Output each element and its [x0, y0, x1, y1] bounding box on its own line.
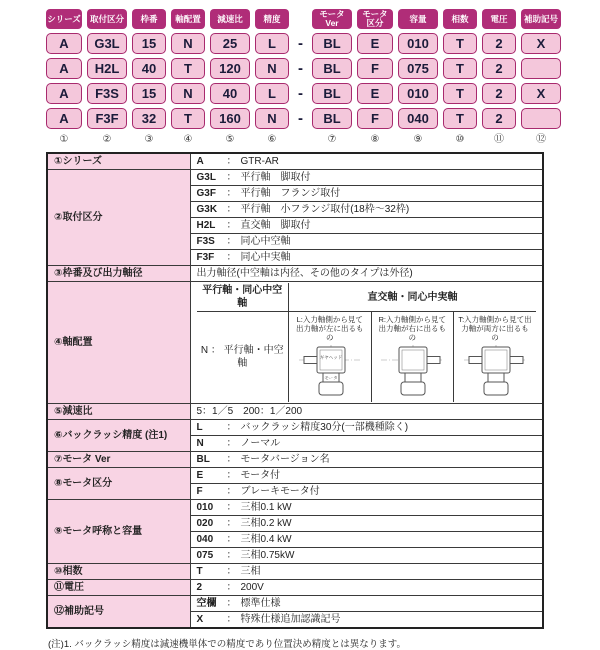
- legend-value: [190, 548, 543, 564]
- code-cell-phases: T: [443, 58, 477, 79]
- legend-value: [190, 436, 543, 452]
- legend-code: 040: [196, 534, 214, 545]
- legend-value: [190, 564, 543, 580]
- legend-value: [190, 596, 543, 612]
- legend-code: F3S: [196, 236, 215, 247]
- legend-label: ①シリーズ: [47, 153, 190, 170]
- legend-label: ②取付区分: [47, 170, 190, 266]
- legend-colon: ：: [226, 204, 237, 215]
- legend-colon: ：: [226, 598, 237, 609]
- legend-label: ③枠番及び出力軸径: [47, 266, 190, 282]
- column-badge-voltage: [482, 9, 516, 29]
- legend-desc: 200V: [240, 582, 264, 593]
- code-cell-accuracy: L: [255, 33, 289, 54]
- circled-number: ⑩: [455, 134, 465, 145]
- code-cell-accuracy: N: [255, 58, 289, 79]
- circled-number: ④: [183, 134, 193, 145]
- code-cell-motor-class: E: [357, 83, 393, 104]
- code-cell-voltage: 2: [482, 58, 516, 79]
- badge-label: 精度: [263, 13, 281, 24]
- code-cell-frame-number: 15: [132, 83, 166, 104]
- badge-label: モータ: [362, 9, 388, 19]
- code-hyphen: -: [298, 35, 303, 52]
- header-gap: [294, 9, 307, 29]
- legend-value: 5：1／5 200：1／200: [190, 404, 543, 420]
- legend-value: [190, 484, 543, 500]
- legend-value: [190, 612, 543, 629]
- circled-number: ①: [59, 134, 69, 145]
- badge-label: Ver: [325, 18, 339, 28]
- legend-label: ④軸配置: [47, 282, 190, 404]
- legend-code: 空欄: [196, 598, 217, 609]
- badge-label: 軸配置: [175, 13, 201, 24]
- legend-colon: ：: [226, 188, 237, 199]
- legend-value: [190, 202, 543, 218]
- axis-diagram-R: [379, 343, 445, 399]
- code-hyphen: -: [298, 85, 303, 102]
- legend-colon: ：: [226, 470, 237, 481]
- legend-colon: ：: [226, 156, 237, 167]
- code-cell-motor-ver: BL: [312, 108, 352, 129]
- code-cell-series: A: [46, 58, 82, 79]
- code-cell-voltage: 2: [482, 83, 516, 104]
- legend-value: [190, 452, 543, 468]
- badge-label: 取付区分: [89, 13, 124, 24]
- legend-desc: バックラッシ精度30分(一部機種除く): [240, 422, 409, 433]
- legend-colon: ：: [226, 252, 237, 263]
- svg-text:ギヤヘッド: ギヤヘッド: [319, 355, 342, 360]
- legend-colon: ：: [226, 422, 237, 433]
- code-cell-frame-number: 40: [132, 58, 166, 79]
- column-badge-shaft-arrangement: [171, 9, 205, 29]
- legend-code: 075: [196, 550, 214, 561]
- model-code-table: [46, 9, 558, 147]
- legend-desc: 平行軸 フランジ取付: [240, 188, 341, 199]
- legend-value: [190, 170, 543, 186]
- code-cell-capacity: 010: [398, 33, 438, 54]
- code-cell-aux-symbol: [521, 108, 561, 129]
- legend-code: T: [196, 566, 203, 577]
- legend-value: [190, 153, 543, 170]
- axis-diagram-L: [297, 343, 363, 399]
- legend-desc: 三相0.2 kW: [240, 518, 292, 529]
- legend-value: [190, 516, 543, 532]
- axis-caption-L: L:入力軸側から見て出力軸が左に出るもの: [296, 315, 364, 342]
- axis-caption-T: T:入力軸側から見て出力軸が両方に出るもの: [458, 315, 532, 342]
- axis-value-n: N ： 平行軸・中空軸: [197, 312, 289, 403]
- circled-number: ⑤: [225, 134, 235, 145]
- legend-colon: ：: [226, 236, 237, 247]
- circled-number: ⑧: [370, 134, 380, 145]
- code-cell-capacity: 010: [398, 83, 438, 104]
- legend-label: ⑩相数: [47, 564, 190, 580]
- code-cell-series: A: [46, 108, 82, 129]
- legend-label: ⑧モータ区分: [47, 468, 190, 500]
- badge-label: モータ: [319, 9, 345, 19]
- legend-desc: 平行軸 小フランジ取付(18枠〜32枠): [240, 204, 410, 215]
- legend-code: G3L: [196, 172, 216, 183]
- column-badge-capacity: [398, 9, 438, 29]
- column-badge-mounting: [87, 9, 127, 29]
- column-badge-phases: [443, 9, 477, 29]
- legend-label: ⑤減速比: [47, 404, 190, 420]
- code-cell-mounting: H2L: [87, 58, 127, 79]
- badge-label: 電圧: [490, 13, 508, 24]
- legend-code: L: [196, 422, 203, 433]
- legend-code: 020: [196, 518, 214, 529]
- code-cell-voltage: 2: [482, 108, 516, 129]
- legend-code: BL: [196, 454, 210, 465]
- legend-value: [190, 234, 543, 250]
- code-cell-mounting: F3F: [87, 108, 127, 129]
- legend-code: F: [196, 486, 203, 497]
- legend-code: X: [196, 614, 204, 625]
- legend-value: [190, 468, 543, 484]
- legend-value: [190, 580, 543, 596]
- code-cell-motor-ver: BL: [312, 33, 352, 54]
- legend-desc: 三相0.75kW: [240, 550, 295, 561]
- axis-header-parallel: 平行軸・同心中空軸: [197, 283, 289, 312]
- axis-arrangement-table: [197, 283, 537, 402]
- code-cell-mounting: F3S: [87, 83, 127, 104]
- badge-label: 相数: [451, 13, 469, 24]
- code-cell-series: A: [46, 33, 82, 54]
- code-cell-series: A: [46, 83, 82, 104]
- code-cell-phases: T: [443, 33, 477, 54]
- legend-code: F3F: [196, 252, 215, 263]
- code-cell-phases: T: [443, 83, 477, 104]
- code-cell-accuracy: L: [255, 83, 289, 104]
- axis-variant-T: [454, 312, 537, 403]
- legend-code: G3F: [196, 188, 216, 199]
- legend-desc: 標準仕様: [240, 598, 281, 609]
- legend-label: ⑦モータ Ver: [47, 452, 190, 468]
- circled-number: ⑫: [536, 134, 546, 145]
- legend-code: A: [196, 156, 204, 167]
- legend-code: 2: [196, 582, 203, 593]
- legend-colon: ：: [226, 454, 237, 465]
- legend-value: 出力軸径(中空軸は内径、その他のタイプは外径): [190, 266, 543, 282]
- code-cell-reduction-ratio: 25: [210, 33, 250, 54]
- code-cell-motor-ver: BL: [312, 58, 352, 79]
- legend-desc: 三相0.1 kW: [240, 502, 292, 513]
- legend-value: [190, 250, 543, 266]
- code-cell-aux-symbol: [521, 58, 561, 79]
- legend-desc: 平行軸 脚取付: [240, 172, 311, 183]
- legend-code: N: [196, 438, 204, 449]
- legend-value: [190, 186, 543, 202]
- badge-label: 区分: [366, 18, 384, 28]
- code-cell-voltage: 2: [482, 33, 516, 54]
- legend-label: ⑥バックラッシ精度 (注1): [47, 420, 190, 452]
- circled-number: ②: [102, 134, 112, 145]
- legend-label: ⑫補助記号: [47, 596, 190, 629]
- legend-desc: ノーマル: [240, 438, 281, 449]
- badge-label: 補助記号: [523, 13, 558, 24]
- code-cell-reduction-ratio: 160: [210, 108, 250, 129]
- legend-colon: ：: [226, 438, 237, 449]
- code-hyphen: -: [298, 60, 303, 77]
- svg-text:モータ: モータ: [324, 375, 338, 381]
- circled-number: ③: [144, 134, 154, 145]
- code-cell-motor-class: F: [357, 58, 393, 79]
- code-cell-aux-symbol: X: [521, 83, 561, 104]
- legend-value: [190, 420, 543, 436]
- code-cell-reduction-ratio: 120: [210, 58, 250, 79]
- badge-label: 容量: [409, 13, 427, 24]
- code-cell-shaft-arrangement: T: [171, 58, 205, 79]
- legend-desc: モータ付: [240, 470, 281, 481]
- legend-desc: GTR-AR: [240, 156, 279, 167]
- legend-desc: 直交軸 脚取付: [240, 220, 311, 231]
- circled-number: ⑦: [327, 134, 337, 145]
- legend-desc: 三相0.4 kW: [240, 534, 292, 545]
- code-cell-capacity: 040: [398, 108, 438, 129]
- legend-code: G3K: [196, 204, 218, 215]
- legend-colon: ：: [226, 486, 237, 497]
- axis-diagram-T: [462, 343, 528, 399]
- legend-colon: ：: [226, 172, 237, 183]
- legend-colon: ：: [226, 534, 237, 545]
- legend-colon: ：: [226, 518, 237, 529]
- badge-label: 枠番: [140, 13, 158, 24]
- legend-colon: ：: [226, 550, 237, 561]
- code-cell-shaft-arrangement: N: [171, 33, 205, 54]
- circled-number: ⑪: [494, 134, 504, 145]
- axis-header-orthogonal: 直交軸・同心中実軸: [289, 283, 537, 312]
- column-badge-aux-symbol: [521, 9, 561, 29]
- legend-desc: ブレーキモータ付: [240, 486, 320, 497]
- footnote: (注)1. バックラッシ精度は減速機単体での精度であり位置決め精度とは異なります。: [48, 639, 406, 650]
- badge-label: シリーズ: [47, 13, 81, 24]
- code-cell-capacity: 075: [398, 58, 438, 79]
- legend-label: ⑨モータ呼称と容量: [47, 500, 190, 564]
- circled-number: ⑥: [267, 134, 277, 145]
- axis-variant-L: [289, 312, 372, 403]
- column-badge-frame-number: [132, 9, 166, 29]
- code-cell-motor-ver: BL: [312, 83, 352, 104]
- code-cell-motor-class: E: [357, 33, 393, 54]
- code-cell-shaft-arrangement: T: [171, 108, 205, 129]
- legend-colon: ：: [226, 502, 237, 513]
- column-badge-series: [46, 9, 82, 29]
- code-cell-frame-number: 15: [132, 33, 166, 54]
- column-badge-accuracy: [255, 9, 289, 29]
- legend-code: H2L: [196, 220, 216, 231]
- code-cell-frame-number: 32: [132, 108, 166, 129]
- legend-desc: 特殊仕様追加認識記号: [240, 614, 341, 625]
- legend-desc: 三相: [240, 566, 261, 577]
- legend-colon: ：: [226, 566, 237, 577]
- code-legend-table: [46, 152, 544, 629]
- legend-desc: 同心中空軸: [240, 236, 291, 247]
- legend-value: [190, 218, 543, 234]
- axis-variant-R: [371, 312, 454, 403]
- axis-caption-R: R:入力軸側から見て出力軸が右に出るもの: [378, 315, 446, 342]
- code-hyphen: -: [298, 110, 303, 127]
- code-cell-motor-class: F: [357, 108, 393, 129]
- legend-value: [190, 532, 543, 548]
- legend-desc: モータバージョン名: [240, 454, 330, 465]
- legend-code: E: [196, 470, 204, 481]
- code-cell-accuracy: N: [255, 108, 289, 129]
- column-badge-motor-class: [357, 9, 393, 29]
- code-cell-mounting: G3L: [87, 33, 127, 54]
- code-cell-aux-symbol: X: [521, 33, 561, 54]
- legend-label: ⑪電圧: [47, 580, 190, 596]
- legend-value: [190, 500, 543, 516]
- badge-label: 減速比: [217, 13, 243, 24]
- axis-arrangement-cell: [190, 282, 543, 404]
- legend-code: 010: [196, 502, 214, 513]
- legend-colon: ：: [226, 220, 237, 231]
- column-badge-reduction-ratio: [210, 9, 250, 29]
- column-badge-motor-ver: [312, 9, 352, 29]
- code-cell-reduction-ratio: 40: [210, 83, 250, 104]
- code-cell-phases: T: [443, 108, 477, 129]
- legend-colon: ：: [226, 614, 237, 625]
- circled-number: ⑨: [413, 134, 423, 145]
- code-cell-shaft-arrangement: N: [171, 83, 205, 104]
- legend-colon: ：: [226, 582, 237, 593]
- legend-desc: 同心中実軸: [240, 252, 291, 263]
- circled-gap: [294, 133, 307, 147]
